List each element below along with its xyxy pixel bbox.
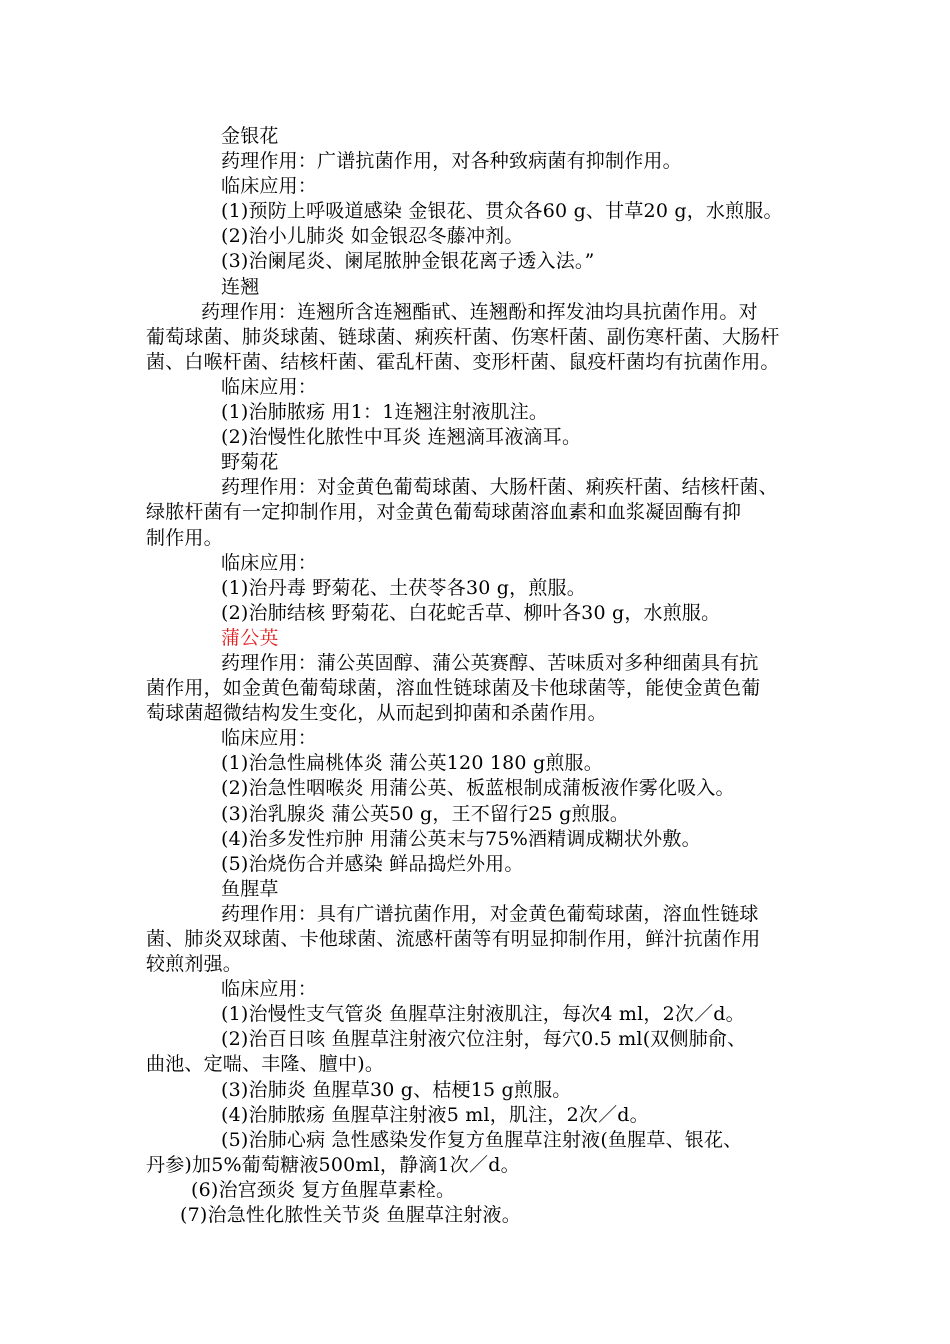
clinical-item: (1)治肺脓疡 用1：1连翘注射液肌注。 (221, 401, 549, 424)
pharmacology-text: 药理作用：蒲公英固醇、蒲公英赛醇、苦味质对多种细菌具有抗 (221, 651, 759, 674)
clinical-label: 临床应用： (221, 551, 318, 574)
clinical-item: (2)治小儿肺炎 如金银忍冬藤冲剂。 (221, 225, 524, 248)
clinical-label: 临床应用： (221, 175, 318, 198)
section-heading-yejuhua: 野菊花 (221, 451, 279, 474)
clinical-label: 临床应用： (221, 727, 318, 750)
clinical-label: 临床应用： (221, 978, 318, 1001)
clinical-item-continuation: 曲池、定喘、丰隆、膻中)。 (146, 1053, 385, 1076)
pharmacology-text: 较煎剂强。 (146, 953, 243, 976)
clinical-item: (3)治乳腺炎 蒲公英50 g，王不留行25 g煎服。 (221, 802, 630, 825)
pharmacology-text: 菌作用，如金黄色葡萄球菌，溶血性链球菌及卡他球菌等，能使金黄色葡 (146, 677, 761, 700)
clinical-item: (2)治慢性化脓性中耳炎 连翘滴耳液滴耳。 (221, 426, 582, 449)
pharmacology-text: 绿脓杆菌有一定抑制作用，对金黄色葡萄球菌溶血素和血浆凝固酶有抑 (146, 501, 742, 524)
clinical-item: (2)治肺结核 野菊花、白花蛇舌草、柳叶各30 g，水煎服。 (221, 601, 721, 624)
clinical-item: (7)治急性化脓性关节炎 鱼腥草注射液。 (180, 1204, 521, 1227)
pharmacology-text: 药理作用：连翘所含连翘酯甙、连翘酚和挥发油均具抗菌作用。对 (201, 300, 758, 323)
clinical-item: (3)治阑尾炎、阑尾脓肿金银花离子透入法。” (221, 250, 595, 273)
clinical-item: (5)治烧伤合并感染 鲜品捣烂外用。 (221, 852, 524, 875)
section-heading-lianqiao: 连翘 (221, 275, 260, 298)
clinical-item: (3)治肺炎 鱼腥草30 g、桔梗15 g煎服。 (221, 1078, 572, 1101)
clinical-item: (4)治肺脓疡 鱼腥草注射液5 ml，肌注，2次／d。 (221, 1103, 649, 1126)
clinical-item: (2)治急性咽喉炎 用蒲公英、板蓝根制成蒲板液作雾化吸入。 (221, 777, 735, 800)
pharmacology-text: 菌、肺炎双球菌、卡他球菌、流感杆菌等有明显抑制作用，鲜汁抗菌作用 (146, 928, 761, 950)
pharmacology-text: 萄球菌超微结构发生变化，从而起到抑菌和杀菌作用。 (146, 702, 607, 725)
clinical-label: 临床应用： (221, 375, 318, 398)
section-heading-pugongying: 蒲公英 (221, 626, 279, 649)
pharmacology-text: 药理作用：对金黄色葡萄球菌、大肠杆菌、痢疾杆菌、结核杆菌、 (221, 476, 778, 499)
pharmacology-text: 葡萄球菌、肺炎球菌、链球菌、痢疾杆菌、伤寒杆菌、副伤寒杆菌、大肠杆 (146, 325, 780, 348)
clinical-item-continuation: 丹参)加5%葡萄糖液500ml，静滴1次／d。 (146, 1153, 520, 1176)
document-page (0, 124, 950, 1228)
clinical-item: (1)预防上呼吸道感染 金银花、贯众各60 g、甘草20 g，水煎服。 (221, 200, 783, 223)
clinical-item: (4)治多发性疖肿 用蒲公英末与75%酒精调成糊状外敷。 (221, 827, 701, 850)
pharmacology-text: 菌、白喉杆菌、结核杆菌、霍乱杆菌、变形杆菌、鼠疫杆菌均有抗菌作用。 (146, 350, 780, 373)
section-heading-yuxingcao: 鱼腥草 (221, 877, 279, 900)
section-heading-jinyinhua: 金银花 (221, 125, 279, 147)
clinical-item: (1)治丹毒 野菊花、土茯苓各30 g，煎服。 (221, 576, 586, 599)
pharmacology-text: 制作用。 (146, 526, 223, 549)
clinical-item: (1)治慢性支气管炎 鱼腥草注射液肌注，每次4 ml，2次／d。 (221, 1003, 745, 1026)
pharmacology-text: 药理作用：具有广谱抗菌作用，对金黄色葡萄球菌，溶血性链球 (221, 902, 759, 925)
pharmacology-text: 药理作用：广谱抗菌作用，对各种致病菌有抑制作用。 (221, 150, 682, 173)
clinical-item: (1)治急性扁桃体炎 蒲公英120 180 g煎服。 (221, 752, 603, 775)
clinical-item: (2)治百日咳 鱼腥草注射液穴位注射，每穴0.5 ml(双侧肺俞、 (221, 1028, 747, 1051)
clinical-item: (6)治宫颈炎 复方鱼腥草素栓。 (191, 1178, 456, 1201)
clinical-item: (5)治肺心病 急性感染发作复方鱼腥草注射液(鱼腥草、银花、 (221, 1128, 743, 1151)
